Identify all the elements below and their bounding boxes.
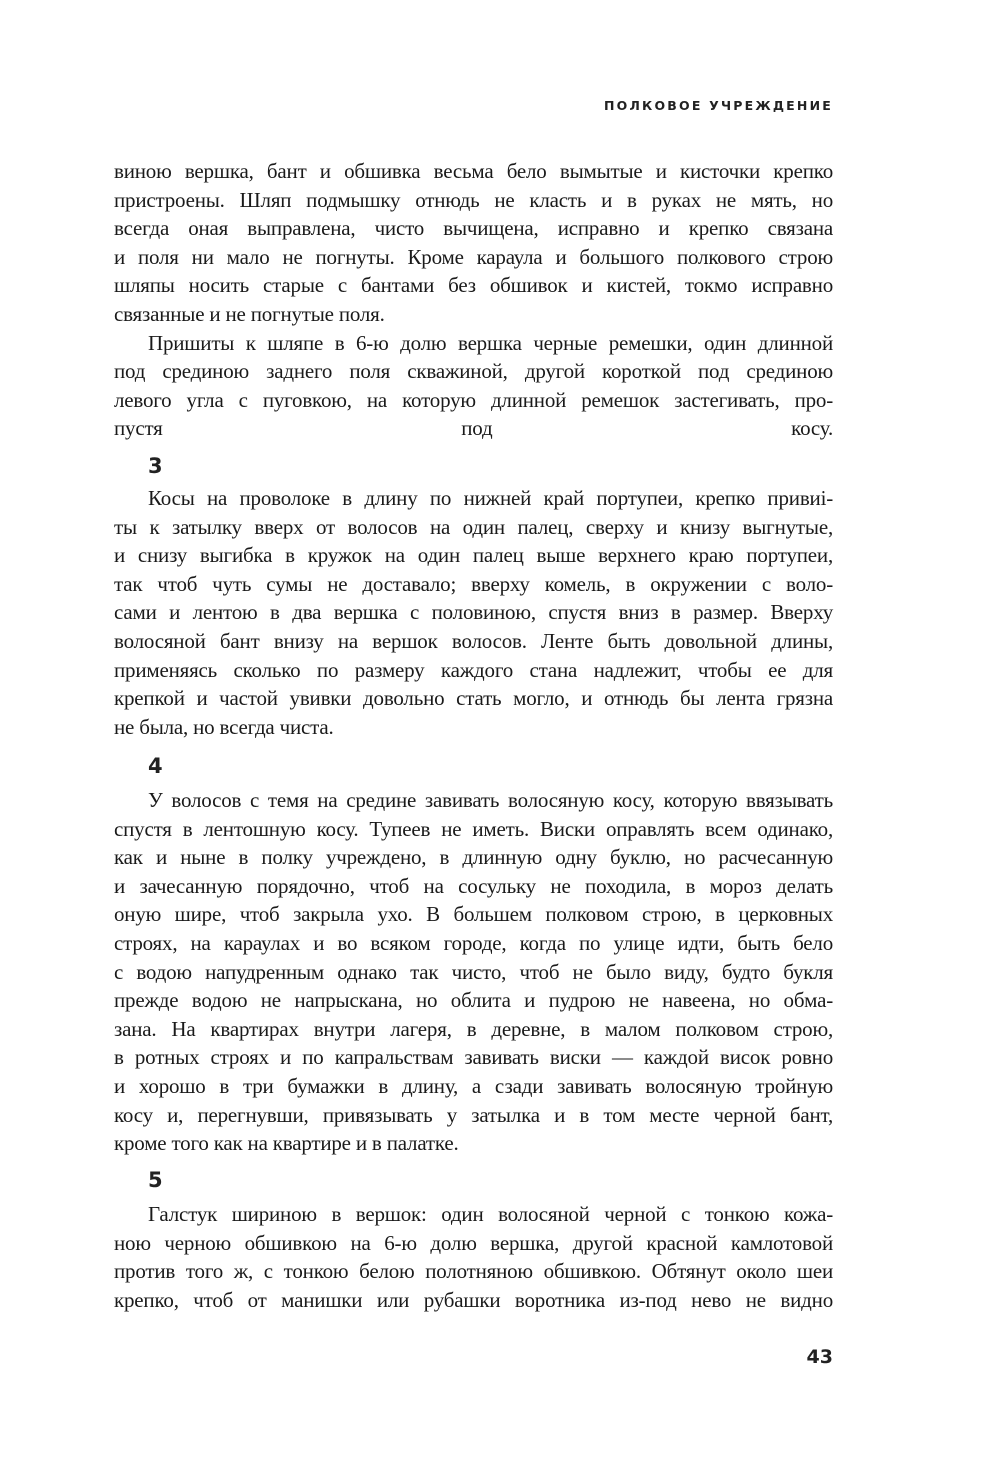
- text-line: волосяной бант внизу на вершок волосов. Ленте быть довольной длины,: [114, 628, 833, 653]
- text-line: не была, но всегда чиста.: [114, 714, 334, 739]
- text-line: и зачесанную порядочно, чтоб на сосульку не походила, в мороз делать: [114, 873, 833, 898]
- text-line: всегда оная выправлена, чисто вычищена, исправно и крепко связана: [114, 216, 833, 241]
- text-line: в ротных строях и по капральствам завивать виски — каждой висок ровно: [114, 1045, 833, 1070]
- paragraph: [114, 1200, 833, 1314]
- section-number: 5: [148, 1168, 163, 1192]
- text-line: прежде водою не напрыскана, но облита и пудрою не навеена, но обма-: [114, 988, 833, 1013]
- text-line: косу и, перегнувши, привязывать у затылка и в том месте черной бант,: [114, 1102, 833, 1127]
- text-line: кроме того как на квартире и в палатке.: [114, 1131, 459, 1156]
- text-line: Пришиты к шляпе в 6-ю долю вершка черные ремешки, один длинной: [148, 330, 833, 355]
- text-line: У волосов с темя на средине завивать волосяную косу, которую ввязывать: [148, 788, 833, 812]
- text-line: ною черною обшивкою на 6-ю долю вершка, другой красной камлотовой: [114, 1230, 833, 1255]
- text-line: применяясь сколько по размеру каждого стана надлежит, чтобы ее для: [114, 657, 833, 682]
- text-line: против того ж, с тонкою белою полотняною обшивкою. Обтянут около шеи: [114, 1259, 833, 1284]
- text-line: как и ныне в полку учреждено, в длинную одну буклю, но расчесанную: [114, 845, 833, 870]
- paragraph: [114, 484, 833, 741]
- text-line: и снизу выгибка в кружок на один палец выше верхнего краю портупеи,: [114, 543, 833, 568]
- text-line: под срединою заднего поля скважиной, другой короткой под срединою: [114, 359, 833, 384]
- text-line: шляпы носить старые с бантами без обшивок и кистей, токмо исправно: [114, 273, 833, 298]
- section-number: 4: [148, 754, 163, 778]
- running-head: ПОЛКОВОЕ УЧРЕЖДЕНИЕ: [603, 98, 833, 113]
- text-line: крепко, чтоб от манишки или рубашки воротника из-под нево не видно: [114, 1287, 833, 1312]
- text-line: оную шире, чтоб закрыла ухо. В большем полковом строю, в церковных: [114, 902, 833, 927]
- text-line: виною вершка, бант и обшивка весьма бело вымытые и кисточки крепко: [114, 159, 833, 183]
- text-line: так чтоб чуть сумы не доставало; вверху комель, в окружении с воло-: [114, 571, 833, 596]
- text-line: с водою напудренным однако так чисто, чтоб не было виду, будто букля: [114, 959, 833, 984]
- paragraph: [114, 157, 833, 329]
- text-line: сами и лентою в два вершка с половиною, спустя вниз в размер. Вверху: [114, 600, 833, 625]
- text-line: строях, на караулах и во всяком городе, когда по улице идти, быть бело: [114, 930, 833, 955]
- text-line: Галстук шириною в вершок: один волосяной черной с тонкою кожа-: [148, 1202, 833, 1226]
- text-line: спустя в лентошную косу. Тупеев не иметь. Виски оправлять всем одинако,: [114, 816, 833, 841]
- text-line: крепкой и частой увивки довольно стать могло, и отнюдь бы лента грязна: [114, 686, 833, 711]
- paragraph: [114, 786, 833, 1158]
- paragraph: [114, 329, 833, 443]
- text-line: связанные и не погнутые поля.: [114, 301, 385, 326]
- text-line: и хорошо в три бумажки в длину, а сзади завивать волосяную тройную: [114, 1073, 833, 1098]
- text-line: пристроены. Шляп подмышку отнюдь не класть и в руках не мять, но: [114, 187, 833, 212]
- text-line: Косы на проволоке в длину по нижней край портупеи, крепко привиi-: [148, 486, 833, 510]
- text-line: ты к затылку вверх от волосов на один палец, сверху и книзу выгнутые,: [114, 514, 833, 539]
- text-line: и поля ни мало не погнуты. Кроме караула и большого полкового строю: [114, 244, 833, 269]
- text-line: пустя под косу.: [114, 416, 833, 441]
- section-number: 3: [148, 454, 163, 478]
- text-line: зана. На квартирах внутри лагеря, в деревне, в малом полковом строю,: [114, 1016, 833, 1041]
- page-number: 43: [806, 1346, 833, 1368]
- text-line: левого угла с пуговкою, на которую длинной ремешок застегивать, про-: [114, 387, 833, 412]
